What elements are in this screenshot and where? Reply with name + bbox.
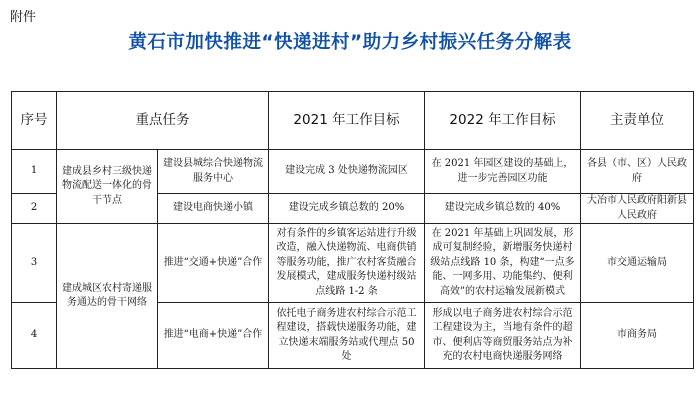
header-goal-2021: 2021 年工作目标 [269,92,425,150]
row-seq: 3 [12,224,57,303]
task-table [11,91,694,369]
header-goal-2022: 2022 年工作目标 [425,92,581,150]
group-cell: 建成城区农村寄递服务通达的骨干网络 [57,224,158,369]
sub-task-cell: 推进“电商+快递”合作 [158,303,269,369]
sub-task-cell: 建设县城综合快递物流服务中心 [158,150,269,194]
goal-2022-cell: 在 2021 年基础上巩固发展，形成可复制经验，新增服务快递村级站点线路 10 条，构建“一点多能、一网多用、功能集约、便利高效”的农村运输发展新模式 [425,224,581,303]
header-unit: 主责单位 [581,92,694,150]
header-key-task: 重点任务 [57,92,269,150]
goal-2021-cell: 依托电子商务进农村综合示范工程建设，搭载快递服务功能，建立快递末端服务站或代理点 50 处 [269,303,425,369]
unit-cell: 各县（市、区）人民政府 [581,150,694,194]
goal-2021-cell: 建设完成乡镇总数的 20% [269,194,425,224]
goal-2021-cell: 对有条件的乡镇客运站进行升级改造，融入快递物流、电商供销等服务功能，推广农村客货融合发展模式，建成服务快递村级站点线路 1-2 条 [269,224,425,303]
unit-cell: 市交通运输局 [581,224,694,303]
goal-2021-cell: 建设完成 3 处快递物流园区 [269,150,425,194]
goal-2022-cell: 形成以电子商务进农村综合示范工程建设为主，当地有条件的超市、便利店等商贸服务站点为补充的农村电商快递服务网络 [425,303,581,369]
group-cell: 建成县乡村三级快递物流配送一体化的骨干节点 [57,150,158,224]
row-seq: 4 [12,303,57,369]
goal-2022-cell: 在 2021 年园区建设的基础上，进一步完善园区功能 [425,150,581,194]
goal-2022-cell: 建设完成乡镇总数的 40% [425,194,581,224]
document-title: 黄石市加快推进“快递进村”助力乡村振兴任务分解表 [128,32,572,53]
table-row [12,224,694,303]
sub-task-cell: 推进“交通+快递”合作 [158,224,269,303]
sub-task-cell: 建设电商快递小镇 [158,194,269,224]
row-seq: 2 [12,194,57,224]
table-header-row [12,92,694,150]
table-row [12,150,694,194]
unit-cell: 大冶市人民政府阳新县人民政府 [581,194,694,224]
row-seq: 1 [12,150,57,194]
header-seq: 序号 [12,92,57,150]
attachment-label: 附件 [10,10,37,25]
unit-cell: 市商务局 [581,303,694,369]
